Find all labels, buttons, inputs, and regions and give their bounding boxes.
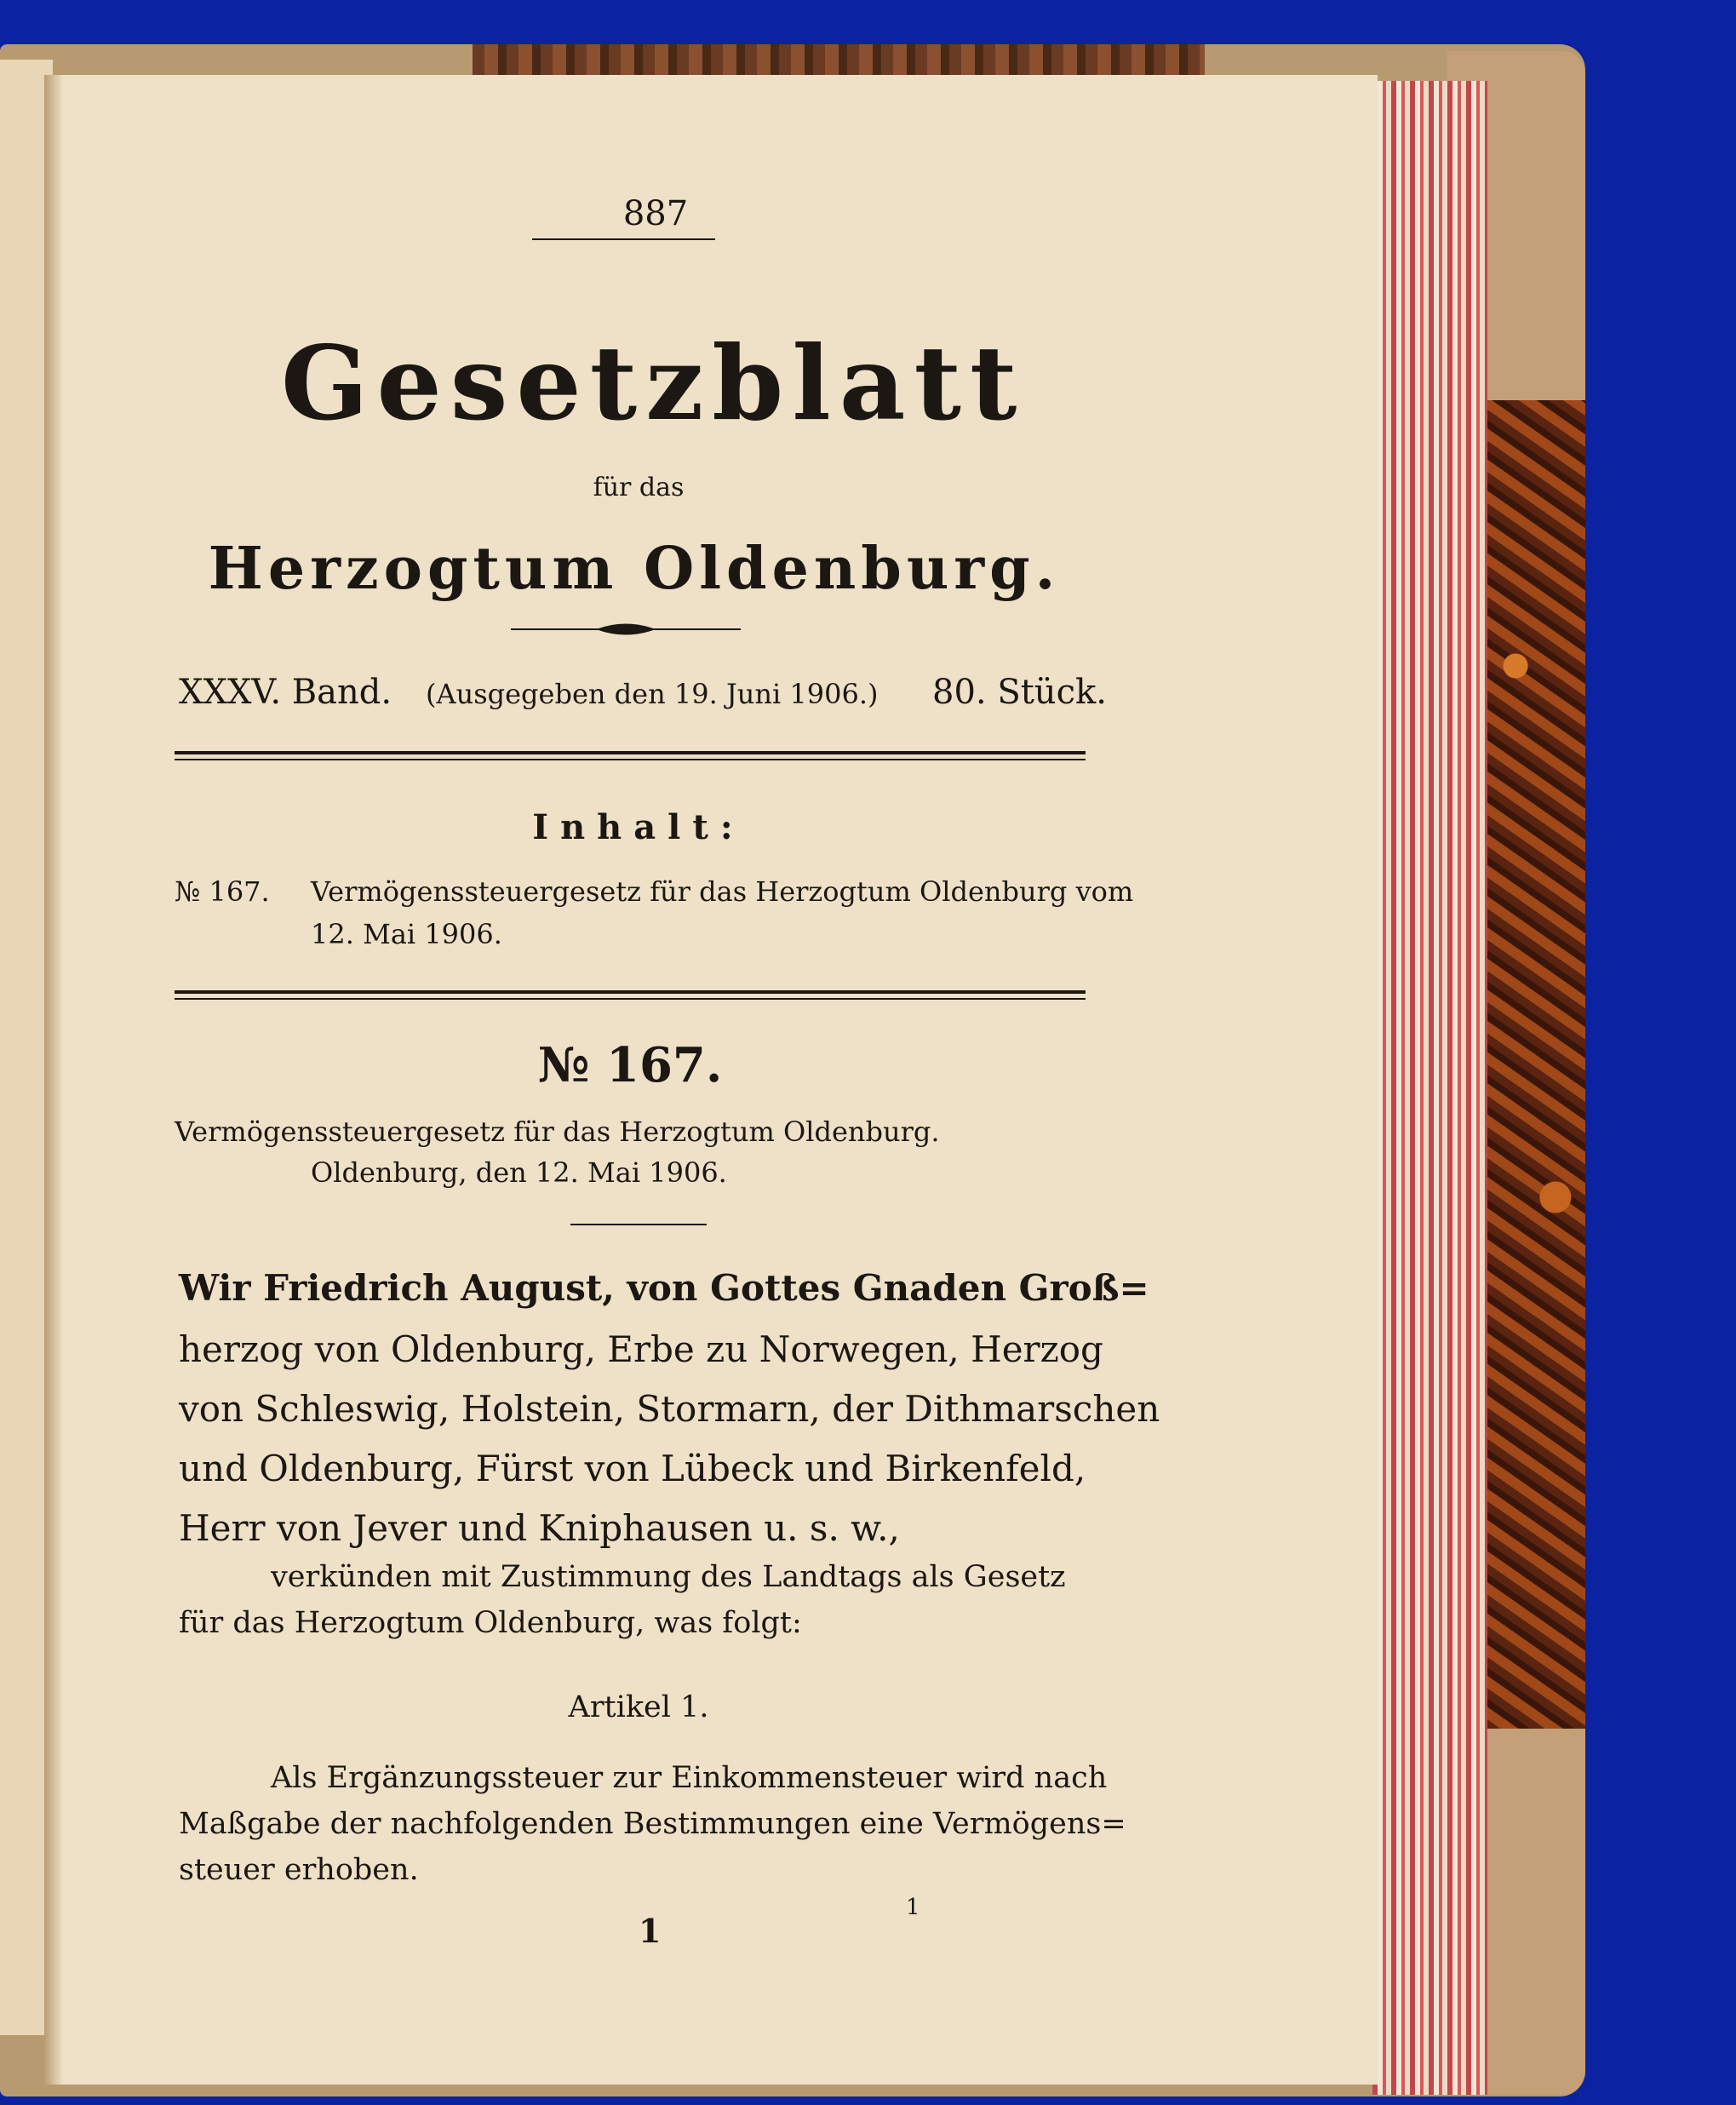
preamble-line7: für das Herzogtum Oldenburg, was folgt: [179, 1606, 802, 1640]
law-title: Vermögenssteuergesetz für das Herzogtum Oldenburg. [175, 1116, 940, 1148]
preamble-line3: von Schleswig, Holstein, Stormarn, der Dithmarschen [179, 1388, 1160, 1430]
page-number: 887 [622, 194, 689, 233]
stueck-label: 80. Stück. [932, 673, 1107, 712]
contents-item-line2: 12. Mai 1906. [311, 918, 502, 950]
red-page-edges [1372, 81, 1487, 2095]
ornament-divider [511, 618, 741, 640]
preamble-line6: verkünden mit Zustimmung des Landtags als Gesetz [271, 1560, 1066, 1594]
preamble-line5: Herr von Jever und Kniphausen u. s. w., [179, 1507, 900, 1549]
contents-item-number: № 167. [175, 875, 270, 908]
article-heading: Artikel 1. [568, 1690, 709, 1724]
law-place-date: Oldenburg, den 12. Mai 1906. [311, 1156, 727, 1189]
contents-item-line1: Vermögenssteuergesetz für das Herzogtum Oldenburg vom [311, 875, 1134, 908]
page-number-rule [532, 238, 715, 240]
gazette-title: Gesetzblatt [281, 324, 1026, 444]
contents-heading: Inhalt: [532, 807, 745, 847]
rule-thin-mid [175, 998, 1086, 1000]
rule-thin-top [175, 759, 1086, 760]
law-short-rule [570, 1224, 707, 1225]
sheet-mark: 1 [639, 1912, 662, 1950]
rule-thick-mid [175, 990, 1086, 994]
sheet-mark-small: 1 [906, 1895, 920, 1920]
gutter-shadow [44, 75, 63, 2085]
preamble-line4: und Oldenburg, Fürst von Lübeck und Birkenfeld, [179, 1448, 1086, 1489]
band-label: XXXV. Band. [179, 673, 392, 712]
preamble-line1: Wir Friedrich August, von Gottes Gnaden Groß= [179, 1267, 1149, 1309]
article-line1: Als Ergänzungssteuer zur Einkommensteuer wird nach [271, 1761, 1108, 1795]
law-number: № 167. [537, 1037, 723, 1093]
territory-title: Herzogtum Oldenburg. [208, 535, 1061, 603]
article-line3: steuer erhoben. [179, 1853, 419, 1887]
preamble-line2: herzog von Oldenburg, Erbe zu Norwegen, Herzog [179, 1328, 1103, 1370]
marbled-cover-panel [1486, 400, 1585, 1729]
issue-date: (Ausgegeben den 19. Juni 1906.) [426, 678, 879, 710]
rule-thick-top [175, 751, 1086, 754]
article-line2: Maßgabe der nachfolgenden Bestimmungen eine Vermögens= [179, 1807, 1126, 1841]
spine-top-marbling [473, 44, 1205, 77]
gazette-subtitle: für das [593, 473, 685, 502]
